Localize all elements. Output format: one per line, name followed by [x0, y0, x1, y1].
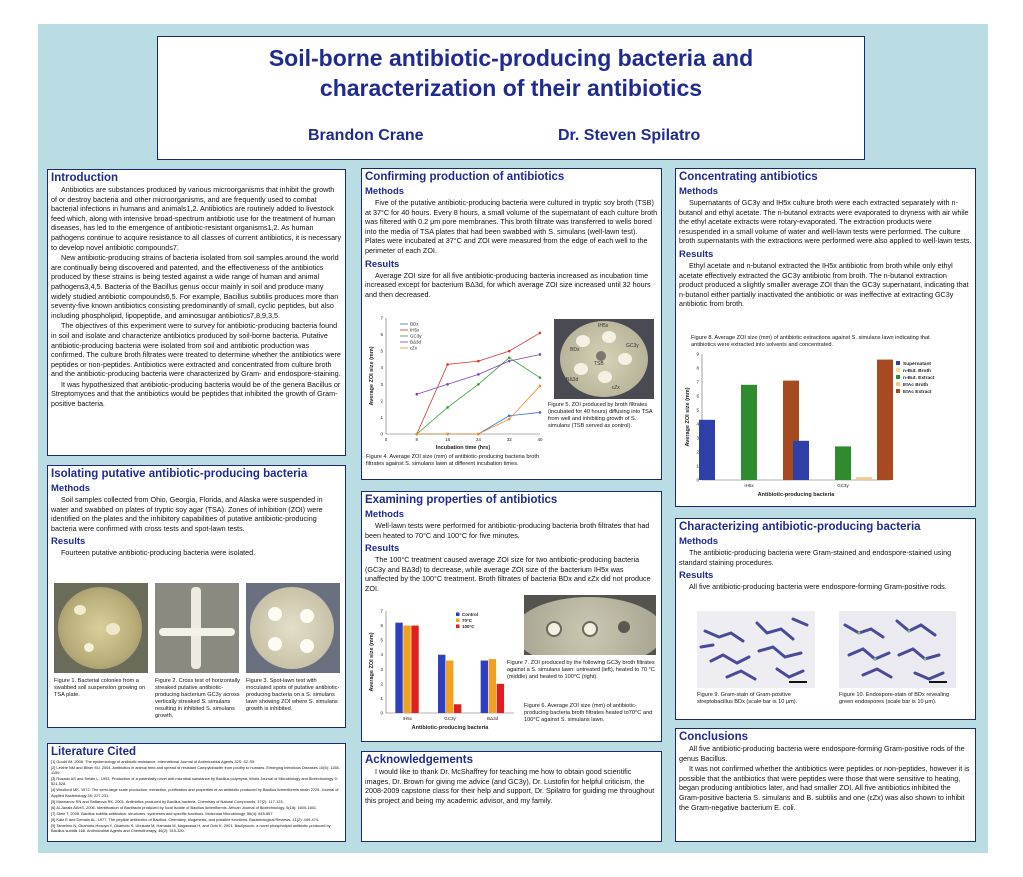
bar — [489, 659, 496, 713]
legend-label: IH5x — [410, 327, 420, 333]
figure-10-photo — [839, 611, 956, 688]
legend-label: Supernatant — [903, 362, 931, 367]
x-tick-label: GC3y — [837, 483, 849, 488]
y-tick-label: 1 — [696, 463, 699, 469]
reference-item: [5] Mannanov RN and Sattarova RK. 2001. Antibiotics produced by Bacillus bacteria. Chemistry of Natural Compounds, 37(2): 117-123. — [51, 798, 284, 804]
y-tick-label: 1 — [380, 695, 383, 701]
x-tick-label: 40 — [537, 437, 543, 442]
conclusions-paragraph-2: It was not confirmed whether the antibiotics were peptides or non-peptides, however it is possible that the antibiotics that were peptides were those that were sensitive to heating, began producing antibiotics later, and had smaller ZOI. All five antibiotics inhibited the Gram-positive bacteria S. simulans and B. subtilis and one (εZx) was also shown to inhibit the Gram-negative bacterium E. coli. — [679, 764, 970, 812]
concentrating-panel — [675, 168, 976, 507]
conclusions-panel — [675, 728, 976, 842]
data-point — [446, 433, 449, 436]
figure-2-caption: Figure 2. Cross test of horizontally streaked putative antibiotic-producing bacterium GC3y across vertically streaked S. simulans resulting in inhibited S. simulans growth. — [155, 678, 240, 719]
bar — [403, 626, 410, 713]
legend-swatch — [896, 361, 900, 365]
data-point — [416, 393, 419, 396]
bar — [793, 441, 809, 480]
reference-item: [9] Tamehiro N, Okamoto-Hosoya Y, Okamoto S, Ubukata M, Hamada M, Naganawa H, and Ochi K. 2001. Bacilysocin, a novel phospholipid antibiotic produced by Bacillus subtilis 168. Antimicrobial Agents and Chemotherapy, 46(2): 315-320. — [51, 823, 331, 834]
bar — [395, 623, 402, 713]
y-tick-label: 7 — [380, 608, 383, 614]
concentrating-methods-heading: Methods — [679, 186, 719, 197]
introduction-paragraph-3: The objectives of this experiment were to survey for antibiotic-producing bacteria found in soil and isolate and characterize antibiotics produced by soil-borne bacteria. Putative antibiotic-producing bacteria were isolated from soil and antibiotic production was confirmed. The culture broth filtrates were treated to determine whether the antibiotics were peptides or non-peptides. Antibiotics were extracted and concentrated from culture broth and the antibiotic-producing bacteria were characterized by Gram- and endospore-staining. — [51, 321, 341, 379]
bar — [446, 661, 453, 713]
data-point — [508, 418, 511, 421]
legend-label: GC3y — [410, 333, 422, 339]
plate-label: BDx — [570, 347, 580, 353]
figure-4-caption: Figure 4. Average ZOI size (mm) of antibiotic-producing bacteria broth filtrates against S. simulans lawn at different incubation times. — [366, 454, 540, 467]
data-point — [539, 376, 542, 379]
bar — [438, 655, 445, 713]
figure-3-caption: Figure 3. Spot-lawn test with inoculated spots of putative antibiotic-producing bacteria on a S. simulans lawn showing ZOI where S. simulans growth is inhibited. — [246, 678, 340, 712]
introduction-paragraph-1: Antibiotics are substances produced by various microorganisms that inhibit the growth of or destroy bacteria and other microorganisms, and are frequently used to combat bacterial infections in humans and animals1,2. Antibiotics are routinely added to livestock feed which, along with intensive broad-spectrum antibiotic use for the treatment of human diseases, has led to the emergence of antibiotic-resistant organisms1,2. As human pathogens continue to acquire resistance to all classes of current antibiotics, it is necessary to develop novel antibiotic compounds7. — [51, 185, 342, 252]
examining-methods-text: Well-lawn tests were performed for antibiotic-producing bacteria broth filtrates that had been heated to 70°C and 100°C for five minutes. — [365, 521, 650, 540]
x-tick-label: 24 — [475, 437, 481, 442]
legend-swatch — [896, 382, 900, 386]
bar — [741, 385, 757, 480]
x-tick-label: 0 — [384, 437, 388, 442]
legend-swatch — [456, 625, 460, 629]
y-tick-label: 1 — [380, 414, 383, 420]
x-tick-label: IH5x — [402, 716, 412, 721]
legend-label: EtAc Extract — [903, 390, 932, 395]
y-tick-label: 7 — [696, 379, 699, 385]
legend-swatch — [456, 613, 460, 617]
conclusions-heading: Conclusions — [679, 731, 749, 743]
characterizing-heading: Characterizing antibiotic-producing bacteria — [679, 521, 921, 533]
concentrating-results-text: Ethyl acetate and n-butanol extracted the IH5x antibiotic from broth while only ethyl acetate effectively extracted the GC3y antibiotic from broth. The n-butanol extraction product produced a slightly smaller average ZOI than the GC3y supernatant, indicating that n-butanol either partially inactivated the antibiotic or was ineffective at extracting GC3y antibiotic from broth. — [679, 260, 969, 309]
legend-label: EtAc Broth — [903, 383, 929, 388]
data-point — [477, 360, 480, 363]
bar — [699, 420, 715, 480]
legend-swatch — [896, 375, 900, 379]
data-point — [508, 360, 511, 363]
isolating-methods-text: Soil samples collected from Ohio, Georgia, Florida, and Alaska were suspended in water and swabbed on plates of tryptic soy agar (TSA). Zones of inhibition (ZOI) were identified on the plates and the inhibitory capabilities of putative antibiotic-producing bacteria were confirmed with cross tests and spot-lawn tests. — [51, 495, 323, 533]
y-tick-label: 6 — [380, 623, 383, 629]
x-tick-label: 32 — [506, 437, 512, 442]
introduction-heading: Introduction — [51, 172, 119, 184]
bar — [835, 446, 851, 480]
plate-label: IH5x — [598, 323, 609, 329]
y-axis-title: Average ZOI size (mm) — [369, 632, 375, 692]
x-axis-title: Incubation time (hrs) — [435, 445, 491, 451]
y-tick-label: 3 — [380, 666, 383, 672]
plate-label: GC3y — [626, 343, 639, 349]
legend-label: BDx — [410, 321, 419, 327]
introduction-paragraph-2: New antibiotic-producing strains of bacteria isolated from soil samples around the world are continually being discovered and patented, and the effectiveness of the antibiotics produced by these strains is being tested against a wide range of human and animal pathogens3,4,5. Bacteria of the Bacillus genus occur mainly in soil and produce many widely studied antibiotic compounds6,5. For example, Bacillus subtilis produces more than seventy-five known antibiotics consisting predominantly of small, cyclic peptides, but also including phospholipid, lipopeptide, and aminosugar antibiotics7,8,9,3,5. — [51, 253, 339, 320]
examining-results-heading: Results — [365, 543, 400, 555]
concentrating-methods-text: Supernatants of GC3y and IH5x culture broth were each extracted separately with n-butanol and ethyl acetate. The n-butanol extracts were evaporated to dryness with air while the ethyl acetate extracts were rotary-evaporated. The extraction products were resuspended in a small volume of water and well-lawn tests were performed. The culture broth supernatants with the extractions were performed were also applied to well-lawn tests. — [679, 198, 972, 246]
poster-title — [158, 43, 864, 103]
x-axis-title: Antibiotic-producing bacteria — [411, 725, 489, 731]
data-point — [508, 350, 511, 353]
data-point — [508, 414, 511, 417]
concentrating-results-heading: Results — [679, 248, 714, 260]
series-line — [417, 412, 540, 434]
y-tick-label: 9 — [696, 351, 699, 357]
isolating-heading: Isolating putative antibiotic-producing bacteria — [51, 468, 308, 480]
data-point — [539, 385, 542, 388]
title-banner — [157, 36, 865, 160]
data-point — [446, 406, 449, 409]
legend-swatch — [456, 619, 460, 623]
y-tick-label: 0 — [696, 477, 699, 483]
isolating-results-heading: Results — [51, 536, 86, 548]
bar — [411, 626, 418, 713]
examining-methods-heading: Methods — [365, 509, 405, 520]
confirming-methods-text: Five of the putative antibiotic-producing bacteria were cultured in tryptic soy broth (TSB) at 37°C for 40 hours. Every 8 hours, a small volume of the supernatant of each culture broth was filtered with 0.2 μm pore membranes. This broth filtrate was transferred to wells bored into the media of TSA plates that had been swabbed with S. simulans (well-lawn test). Plates were incubated at 37°C and ZOI were measured from the edge of each well to the perimeter of each ZOI. — [365, 198, 658, 255]
x-axis-title: Antibiotic-producing bacteria — [757, 492, 835, 498]
isolating-methods-heading: Methods — [51, 483, 91, 494]
legend-label: Control — [462, 612, 478, 617]
y-tick-label: 3 — [696, 435, 699, 441]
figure-9-caption: Figure 9. Gram-stain of Gram-positive streptobacillus BDx (scale bar is 10 μm). — [697, 692, 798, 705]
data-point — [477, 433, 480, 436]
y-tick-label: 3 — [380, 381, 383, 387]
legend-label: 70°C — [462, 618, 473, 623]
y-tick-label: 4 — [380, 365, 383, 371]
figure-9-photo — [697, 611, 815, 688]
literature-heading: Literature Cited — [51, 746, 136, 758]
characterizing-methods-text: The antibiotic-producing bacteria were Gram-stained and endospore-stained using standard staining procedures. — [679, 548, 952, 567]
legend-label: n-But. Broth — [903, 369, 931, 374]
reference-item: [8] Katz E and Demain AL. 1977. The peptide antibiotics of Bacillus: Chemistry, biogenesis, and possible functions. Bacteriological Reviews, 41(2): 449-474. — [51, 816, 320, 822]
plate-label: εZx — [612, 385, 620, 391]
introduction-paragraph-4: It was hypothesized that antibiotic-producing bacteria would be of the genera Bacillus or Streptomyces and that the antibiotics would be peptides that inhibited the growth of Gram-positive bacteria. — [51, 379, 341, 409]
reference-item: [1] Gould IM. 2008. The epidemiology of antibiotic resistance. International Journal of Antimicrobial Agents 32S: S2-S9. — [51, 759, 256, 764]
bar — [877, 360, 893, 480]
y-tick-label: 4 — [380, 652, 383, 658]
bar — [497, 684, 504, 713]
author-student: Brandon Crane — [308, 127, 424, 144]
y-tick-label: 0 — [380, 431, 383, 437]
figure-7-caption: Figure 7. ZOI produced by the following GC3y broth filtrates against a S. simulans lawn: untreated (left), heated to 70 °C (middle) and heated to 100°C (right). — [507, 660, 655, 680]
confirming-panel — [361, 168, 662, 480]
characterizing-methods-heading: Methods — [679, 536, 719, 547]
y-tick-label: 7 — [380, 315, 383, 321]
legend-swatch — [896, 389, 900, 393]
bar — [454, 704, 461, 713]
figure-1-caption: Figure 1. Bacterial colonies from a swabbed soil suspension growing on TSA plate. — [54, 678, 146, 698]
bar — [481, 661, 488, 713]
legend-swatch — [896, 368, 900, 372]
y-tick-label: 6 — [696, 393, 699, 399]
reference-item: [3] Rosado AS and Seldin L. 1993. Production of a potentially novel anti-microbial substance by Bacillus polymyxa. World Journal of Microbiology and Biotechnology 9: 521-528. — [51, 776, 338, 787]
figure-7-photo — [524, 595, 656, 655]
data-point — [539, 353, 542, 356]
data-point — [446, 383, 449, 386]
concentrating-heading: Concentrating antibiotics — [679, 171, 818, 183]
y-tick-label: 4 — [696, 421, 699, 427]
x-tick-label: 16 — [445, 437, 451, 442]
y-tick-label: 5 — [380, 637, 383, 643]
reference-item: [4] Woolford MK. 1972. The semi-large scale production, extraction, purification and properties of an antibiotic produced by Bacillus licheniformis strain 2725. Journal of Applied Bacteriology 35: 227-231. — [51, 787, 339, 798]
figure-4-line-chart — [364, 312, 544, 452]
acknowledgements-text: I would like to thank Dr. McShaffrey for teaching me how to obtain good scientific images, Dr. Brown for giving me advice (and GC3y), Dr. Lustofin for helpful criticism, the 2008-2009 capstone class for their help and support, Dr. Spilatro for guiding me throughout this project and being my academic advisor, and my family. — [365, 767, 655, 805]
series-line — [417, 358, 540, 434]
y-tick-label: 2 — [380, 681, 383, 687]
figure-8-bar-chart — [678, 350, 974, 504]
y-axis-title: Average ZOI size (mm) — [685, 387, 691, 447]
introduction-panel — [47, 169, 346, 456]
x-tick-label: GC3y — [444, 716, 456, 721]
data-point — [508, 356, 511, 359]
confirming-results-heading: Results — [365, 258, 400, 270]
figure-5-caption: Figure 5. ZOI produced by broth filtrates (incubated for 40 hours) diffusing into TSA from well and inhibiting growth of S. simulans (TSB served as control). — [548, 402, 653, 429]
isolating-results-text: Fourteen putative antibiotic-producing bacteria were isolated. — [61, 548, 256, 558]
characterizing-results-text: All five antibiotic-producing bacteria were endospore-forming Gram-positive rods. — [689, 582, 947, 592]
characterizing-panel — [675, 518, 976, 720]
literature-panel — [47, 743, 346, 842]
data-point — [539, 332, 542, 335]
plate-label: BΔ3d — [566, 377, 579, 383]
plate-label: TSB — [594, 361, 604, 367]
legend-label: n-But. Extract — [903, 376, 935, 381]
confirming-heading: Confirming production of antibiotics — [365, 171, 565, 183]
acknowledgements-panel — [361, 751, 662, 842]
y-tick-label: 2 — [696, 449, 699, 455]
confirming-results-text: Average ZOI size for all five antibiotic-producing bacteria increased as incubation time increased except for bacterium BΔ3d, for which average ZOI size increased until 32 hours and then decreased. — [365, 270, 651, 299]
y-tick-label: 5 — [380, 348, 383, 354]
figure-1-photo — [54, 583, 148, 673]
confirming-methods-heading: Methods — [365, 186, 405, 197]
isolating-panel — [47, 465, 346, 728]
examining-heading: Examining properties of antibiotics — [365, 494, 558, 506]
x-tick-label: BΔ3d — [487, 716, 499, 721]
legend-label: BΔ3d — [410, 339, 422, 345]
conclusions-paragraph-1: All five antibiotic-producing bacteria were endospore-forming Gram-positive rods of the genus Bacillus. — [679, 744, 965, 763]
y-tick-label: 6 — [380, 332, 383, 338]
figure-6-bar-chart — [364, 605, 519, 737]
title-line-2: characterization of their antibiotics — [319, 75, 703, 101]
legend-label: 100°C — [462, 624, 475, 629]
reference-item: [2] Levine NM and Bliser MJ. 2004. Antibiotics in animal feed and spread of resistant Campylobacter from poultry to humans. Emerging Infectious Diseases 10(6): 1158-1159. — [51, 765, 340, 776]
title-line-1: Soil-borne antibiotic-producing bacteria and — [268, 45, 754, 71]
figure-8-caption: Figure 8. Average ZOI size (mm) of antibiotic extractions against S. simulans lawn indicating that antibiotics were extracted into solvents and concentrated. — [691, 335, 930, 348]
y-tick-label: 0 — [380, 710, 383, 716]
data-point — [477, 383, 480, 386]
y-axis-title: Average ZOI size (mm) — [369, 346, 375, 406]
x-tick-label: IH5x — [744, 483, 754, 488]
bar — [856, 477, 872, 480]
figure-5-photo — [554, 319, 654, 399]
legend-label: εZx — [410, 345, 418, 351]
examining-panel — [361, 491, 662, 742]
data-point — [477, 373, 480, 376]
y-tick-label: 8 — [696, 365, 699, 371]
x-tick-label: 8 — [415, 437, 419, 442]
data-point — [539, 411, 542, 414]
figure-10-caption: Figure 10. Endospore-stain of BDx revealing green endospores (scale bar is 10 μm). — [839, 692, 950, 705]
data-point — [416, 433, 419, 436]
examining-results-text: The 100°C treatment caused average ZOI size for two antibiotic-producing bacteria (GC3y and BΔ3d) to decrease, while average ZOI size of the bacterium IH5x was unaffected by the 100°C treatment. Broth filtrates of bacteria BDx and εZx did not produce ZOI. — [365, 555, 651, 593]
characterizing-results-heading: Results — [679, 570, 714, 582]
y-tick-label: 5 — [696, 407, 699, 413]
reference-item: [6] Al-Janabi AAHS. 2006. Identification of Bacitracin produced by local isolate of Bacillus licheniformis. African Journal of Biotechnology, 5(18): 1600-1601. — [51, 804, 318, 810]
figure-3-photo — [246, 583, 340, 673]
data-point — [446, 363, 449, 366]
y-tick-label: 2 — [380, 398, 383, 404]
figure-6-caption: Figure 6. Average ZOI size (mm) of antibiotic-producing bacteria broth filtrates heated to70°C and 100°C against S. simulans lawn. — [524, 703, 653, 723]
author-advisor: Dr. Steven Spilatro — [558, 127, 701, 144]
acknowledgements-heading: Acknowledgements — [365, 754, 473, 766]
reference-item: [7] Stein T. 2005. Bacillus subtilis antibiotics: structures, syntheses and specific functions. Molecular Microbiology, 56(4): 845-857. — [51, 810, 274, 816]
figure-2-photo — [155, 583, 239, 673]
